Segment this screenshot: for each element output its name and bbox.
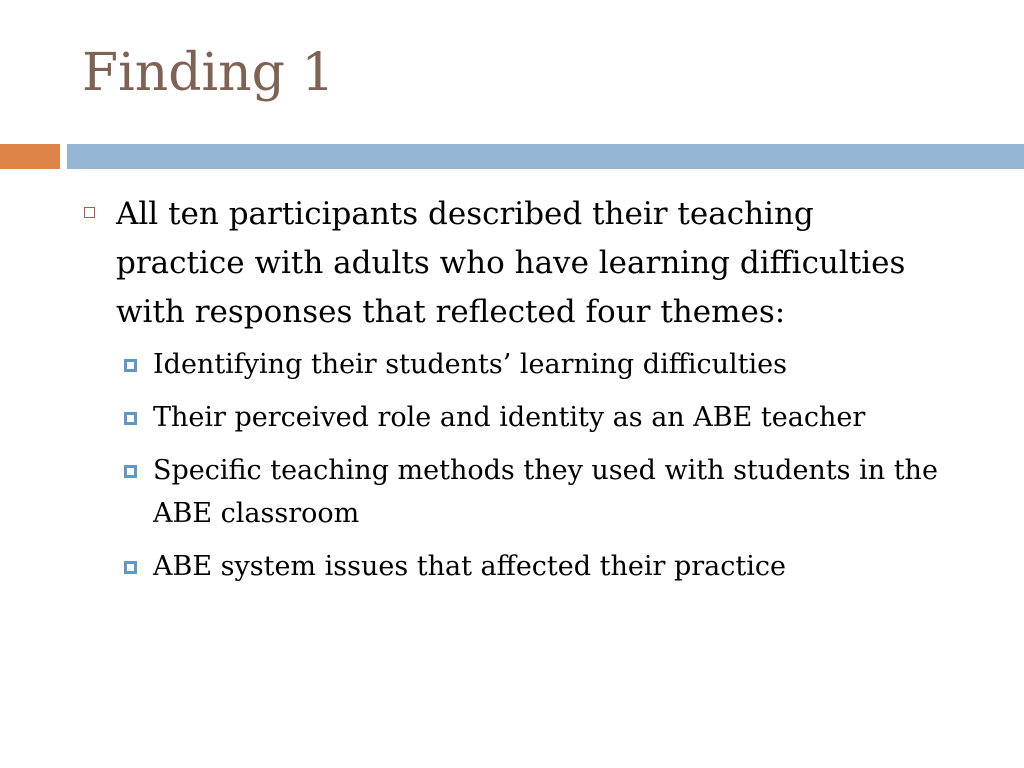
main-bullet-item <box>84 190 916 337</box>
theme-text: Identifying their students’ learning difficulties <box>153 349 787 380</box>
theme-item <box>121 343 953 386</box>
themes-list <box>84 343 984 588</box>
theme-text: ABE system issues that affected their practice <box>153 551 786 582</box>
accent-bar-orange <box>0 144 60 169</box>
accent-bar-blue <box>67 144 1024 169</box>
square-bullet-icon <box>124 465 137 478</box>
theme-text: Their perceived role and identity as an ABE teacher <box>153 402 866 433</box>
theme-text: Specific teaching methods they used with students in the ABE classroom <box>153 455 938 529</box>
theme-item <box>121 545 953 588</box>
square-bullet-icon <box>124 412 137 425</box>
main-bullet-text: All ten participants described their teaching practice with adults who have learning difficulties with responses that reflected four themes: <box>116 196 906 330</box>
theme-item <box>121 396 953 439</box>
hollow-square-bullet-icon <box>84 207 95 218</box>
theme-item <box>121 449 953 535</box>
slide-title: Finding 1 <box>82 43 335 103</box>
square-bullet-icon <box>124 359 137 372</box>
square-bullet-icon <box>124 561 137 574</box>
content-body <box>84 190 984 598</box>
